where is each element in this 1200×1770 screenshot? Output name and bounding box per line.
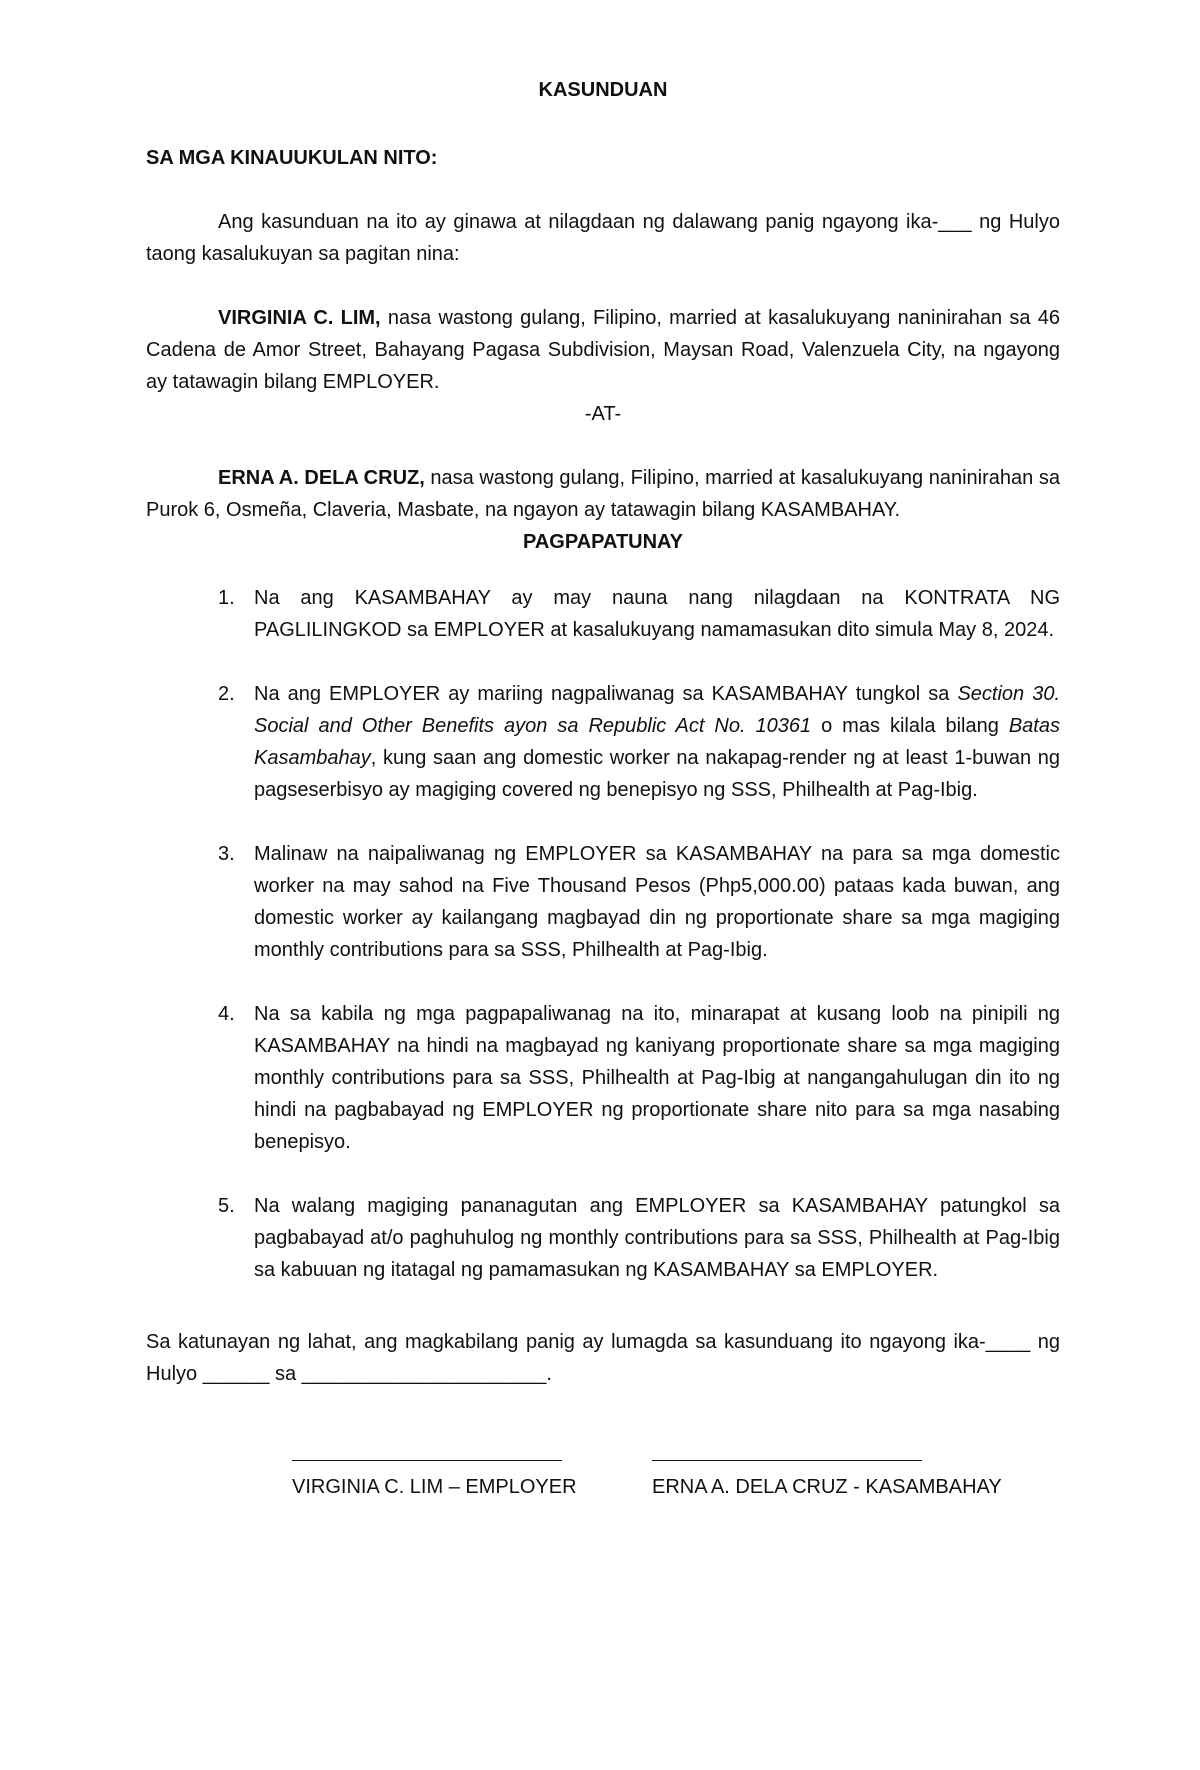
affirmation-list (146, 582, 1060, 1286)
list-item (146, 838, 1060, 966)
document-title: KASUNDUAN (538, 79, 668, 101)
item-text: Malinaw na naipaliwanag ng EMPLOYER sa KASAMBAHAY na para sa mga domestic worker na may sahod na Five Thousand Pesos (Php5,000.00) pataas kada buwan, ang domestic worker ay kailangang magbayad din ng proportionate share sa mga magiging monthly contributions para sa SSS, Philhealth at Pag-Ibig. (254, 843, 1060, 961)
signature-line (652, 1430, 922, 1461)
item-text: , kung saan ang domestic worker na nakapag-render ng at least 1-buwan ng pagseserbisyo ay magiging covered ng benepisyo ng SSS, Philhealth at Pag-Ibig. (254, 747, 1060, 801)
list-item (146, 1190, 1060, 1286)
list-item (146, 582, 1060, 646)
item-number: 3. (218, 843, 235, 865)
signature-line (292, 1430, 562, 1461)
section-title: PAGPAPATUNAY (522, 531, 684, 553)
item-number: 1. (218, 587, 235, 609)
employer-signature (292, 1430, 582, 1503)
party1-description: nasa wastong gulang, Filipino, married at kasalukuyang naninirahan sa 46 Cadena de Amor Street, Bahayang Pagasa Subdivision, Maysan Road, Valenzuela City, na ngayong ay tatawagin bilang EMPLOYER. (146, 307, 1060, 393)
item-text: Na sa kabila ng mga pagpapaliwanag na ito, minarapat at kusang loob na pinipili ng KASAMBAHAY na hindi na magbayad ng kaniyang proportionate share sa mga magiging monthly contributions para sa SSS, Philhealth at Pag-Ibig at nangangahulugan din ito ng hindi na pagbabayad ng EMPLOYER ng proportionate share nito para sa mga nasabing benepisyo. (254, 1003, 1060, 1153)
item-text: Na walang magiging pananagutan ang EMPLOYER sa KASAMBAHAY patungkol sa pagbabayad at/o paghuhulog ng monthly contributions para sa SSS, Philhealth at Pag-Ibig sa kabuuan ng itatagal ng pamamasukan ng KASAMBAHAY sa EMPLOYER. (254, 1195, 1060, 1281)
item-italic-reference: Batas Kasambahay (254, 715, 1060, 769)
kasambahay-signature (652, 1430, 1002, 1503)
signature-block (146, 1430, 1200, 1503)
party2-description: nasa wastong gulang, Filipino, married at kasalukuyang naninirahan sa Purok 6, Osmeña, Claveria, Masbate, na ngayon ay tatawagin bilang KASAMBAHAY. (146, 467, 1060, 521)
item-text: Na ang EMPLOYER ay mariing nagpaliwanag sa KASAMBAHAY tungkol sa (254, 683, 958, 705)
item-text: o mas kilala bilang (811, 715, 1009, 737)
party1-paragraph (146, 302, 1060, 398)
party1-name: VIRGINIA C. LIM, (218, 307, 381, 329)
item-number: 5. (218, 1195, 235, 1217)
item-text: Na ang KASAMBAHAY ay may nauna nang nilagdaan na KONTRATA NG PAGLILINGKOD sa EMPLOYER at kasalukuyang namamasukan dito simula May 8, 2024. (254, 587, 1060, 641)
kasambahay-signature-name: ERNA A. DELA CRUZ - KASAMBAHAY (652, 1476, 1002, 1498)
closing-paragraph: Sa katunayan ng lahat, ang magkabilang panig ay lumagda sa kasunduang ito ngayong ika-____ ng Hulyo ______ sa ______________________. (146, 1331, 1060, 1385)
document-page (0, 74, 1200, 1770)
list-item (146, 998, 1060, 1158)
item-number: 2. (218, 683, 235, 705)
list-item (146, 678, 1060, 806)
document-body (146, 74, 1060, 1390)
item-number: 4. (218, 1003, 235, 1025)
employer-signature-name: VIRGINIA C. LIM – EMPLOYER (292, 1476, 577, 1498)
intro-paragraph: Ang kasunduan na ito ay ginawa at nilagdaan ng dalawang panig ngayong ika-___ ng Hulyo taong kasalukuyan sa pagitan nina: (146, 211, 1060, 265)
party2-paragraph (146, 462, 1060, 526)
party2-name: ERNA A. DELA CRUZ, (218, 467, 425, 489)
item-italic-reference: Section 30. Social and Other Benefits ayon sa Republic Act No. 10361 (254, 683, 1060, 737)
separator: -AT- (584, 403, 622, 425)
salutation: SA MGA KINAUUKULAN NITO: (146, 147, 438, 169)
